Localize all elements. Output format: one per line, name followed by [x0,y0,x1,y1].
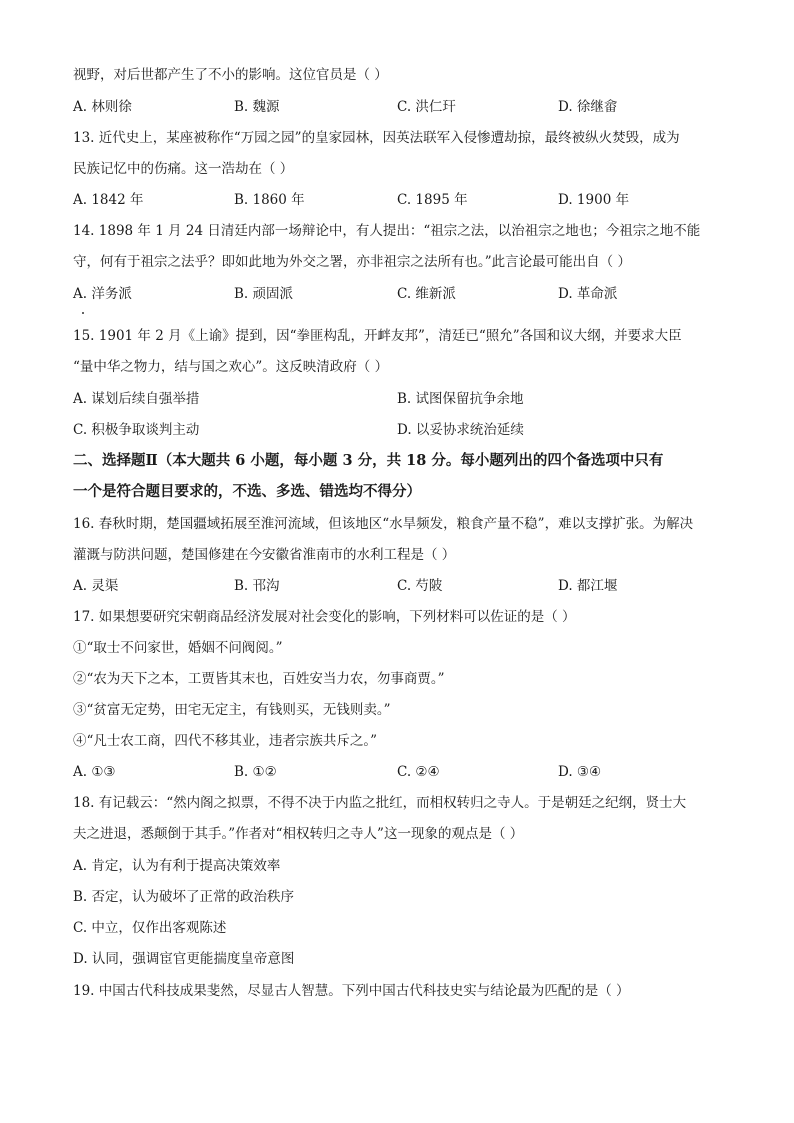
q17-material-4: ④“凡士农工商，四代不移其业，违者宗族共斥之。” [73,733,378,749]
q18-option-a: A. 肯定，认为有利于提高决策效率 [73,858,281,874]
q18-option-d: D. 认同，强调宦官更能揣度皇帝意图 [73,951,295,967]
q13-option-d: D. 1900 年 [558,192,630,208]
q16-option-c: C. 芍陂 [397,578,443,594]
q17-option-d: D. ③④ [558,764,602,780]
q12-option-b: B. 魏源 [234,99,280,115]
q13-stem-line1: 13. 近代史上，某座被称作“万园之园”的皇家园林，因英法联军入侵惨遭劫掠，最终被纵火焚毁，成为 [73,130,680,146]
q16-option-d: D. 都江堰 [558,578,618,594]
q14-option-b: B. 顽固派 [234,286,294,302]
q17-option-b: B. ①② [234,764,277,780]
q15-stem-line1: 15. 1901 年 2 月《上谕》提到，因“拳匪构乱，开衅友邦”，清廷已“照允”各国和议大纲，并要求大臣 [73,328,682,344]
q18-stem-line1: 18. 有记载云：“然内阁之拟票，不得不决于内监之批红，而相权转归之寺人。于是朝廷之纪纲，贤士大 [73,795,687,811]
q12-option-a: A. 林则徐 [73,99,132,115]
section2-heading-line2: 一个是符合题目要求的，不选、多选、错选均不得分） [73,483,421,500]
q15-option-b: B. 试图保留抗争余地 [397,391,524,407]
q14-option-d: D. 革命派 [558,286,618,302]
q14-option-c: C. 维新派 [397,286,456,302]
q14-option-a: A. 洋务派 [73,286,132,302]
q17-option-c: C. ②④ [397,764,440,780]
q17-material-2: ②“农为天下之本，工贾皆其末也，百姓安当力农，勿事商贾。” [73,671,445,687]
q13-option-c: C. 1895 年 [397,192,468,208]
q18-stem-line2: 夫之进退，悉颠倒于其手。”作者对“相权转归之寺人”这一现象的观点是（ ） [73,826,524,842]
q16-option-a: A. 灵渠 [73,578,119,594]
q12-option-d: D. 徐继畲 [558,99,618,115]
q17-material-1: ①“取士不问家世，婚姻不问阀阅。” [73,640,283,656]
q15-option-d: D. 以妥协求统治延续 [397,422,524,438]
q15-stem-line2: “量中华之物力，结与国之欢心”。这反映清政府（ ） [73,359,389,375]
q15-option-a: A. 谋划后续自强举措 [73,391,200,407]
q12-option-c: C. 洪仁玕 [397,99,456,115]
q14-stem-line2: 守，何有于祖宗之法乎？即如此地为外交之署，亦非祖宗之法所有也。”此言论最可能出自（ ） [73,254,631,270]
q16-stem-line2: 灌溉与防洪问题，楚国修建在今安徽省淮南市的水利工程是（ ） [73,547,456,563]
q12-stem: 视野，对后世都产生了不小的影响。这位官员是（ ） [73,67,388,83]
section2-heading-line1: 二、选择题Ⅱ（本大题共 6 小题，每小题 3 分，共 18 分。每小题列出的四个备选项中只有 [73,452,664,469]
q16-stem-line1: 16. 春秋时期，楚国疆域拓展至淮河流域，但该地区“水旱频发，粮食产量不稳”，难以支撑扩张。为解决 [73,516,694,532]
q14-stem-line1: 14. 1898 年 1 月 24 日清廷内部一场辩论中，有人提出：“祖宗之法，以治祖宗之地也；今祖宗之地不能 [73,223,701,239]
stray-dot-mark [82,312,84,314]
q16-option-b: B. 邗沟 [234,578,280,594]
q17-option-a: A. ①③ [73,764,116,780]
q13-option-b: B. 1860 年 [234,192,305,208]
q17-stem: 17. 如果想要研究宋朝商品经济发展对社会变化的影响，下列材料可以佐证的是（ ） [73,609,576,625]
q18-option-b: B. 否定，认为破坏了正常的政治秩序 [73,889,295,905]
q17-material-3: ③“贫富无定势，田宅无定主，有钱则买，无钱则卖。” [73,702,391,718]
q19-stem: 19. 中国古代科技成果斐然，尽显古人智慧。下列中国古代科技史实与结论最为匹配的是（ ） [73,983,630,999]
q13-option-a: A. 1842 年 [73,192,144,208]
q18-option-c: C. 中立，仅作出客观陈述 [73,920,227,936]
q13-stem-line2: 民族记忆中的伤痛。这一浩劫在（ ） [73,161,294,177]
q15-option-c: C. 积极争取谈判主动 [73,422,200,438]
